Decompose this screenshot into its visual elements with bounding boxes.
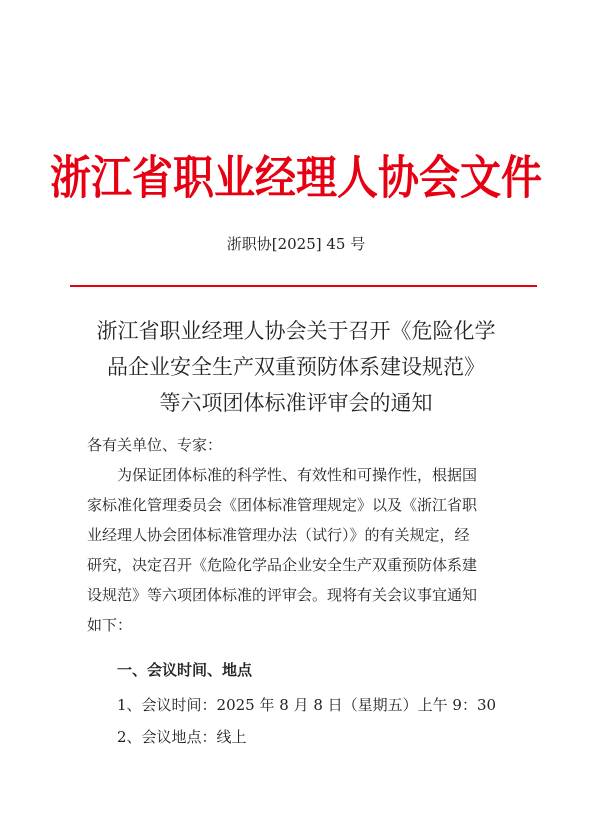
title-line: 等六项团体标准评审会的通知: [159, 391, 433, 415]
meeting-time-item: 1、会议时间：2025 年 8 月 8 日（星期五）上午 9：30: [117, 696, 497, 714]
paragraph-line: 设规范》等六项团体标准的评审会。现将有关会议事宜通知: [87, 586, 478, 604]
document-title: [60, 313, 532, 421]
paragraph-line: 研究，决定召开《危险化学品企业安全生产双重预防体系建: [87, 556, 478, 574]
document-header: 浙江省职业经理人协会文件: [50, 151, 542, 205]
section-heading-meeting-time-place: 一、会议时间、地点: [117, 661, 253, 679]
paragraph-line: 业经理人协会团体标准管理办法（试行）》的有关规定，经: [87, 526, 470, 544]
header-divider: [70, 285, 537, 287]
title-line: 品企业安全生产双重预防体系建设规范》: [107, 355, 485, 379]
salutation: 各有关单位、专家：: [87, 436, 223, 454]
title-line: 浙江省职业经理人协会关于召开《危险化学: [96, 319, 496, 343]
paragraph-line: 家标准化管理委员会《团体标准管理规定》以及《浙江省职: [87, 496, 478, 514]
paragraph-line: 为保证团体标准的科学性、有效性和可操作性，根据国: [117, 466, 478, 484]
paragraph-line: 如下：: [87, 616, 133, 634]
document-body: [87, 430, 507, 640]
meeting-place-item: 2、会议地点：线上: [117, 728, 247, 746]
document-number: 浙职协[2025] 45 号: [226, 235, 366, 253]
